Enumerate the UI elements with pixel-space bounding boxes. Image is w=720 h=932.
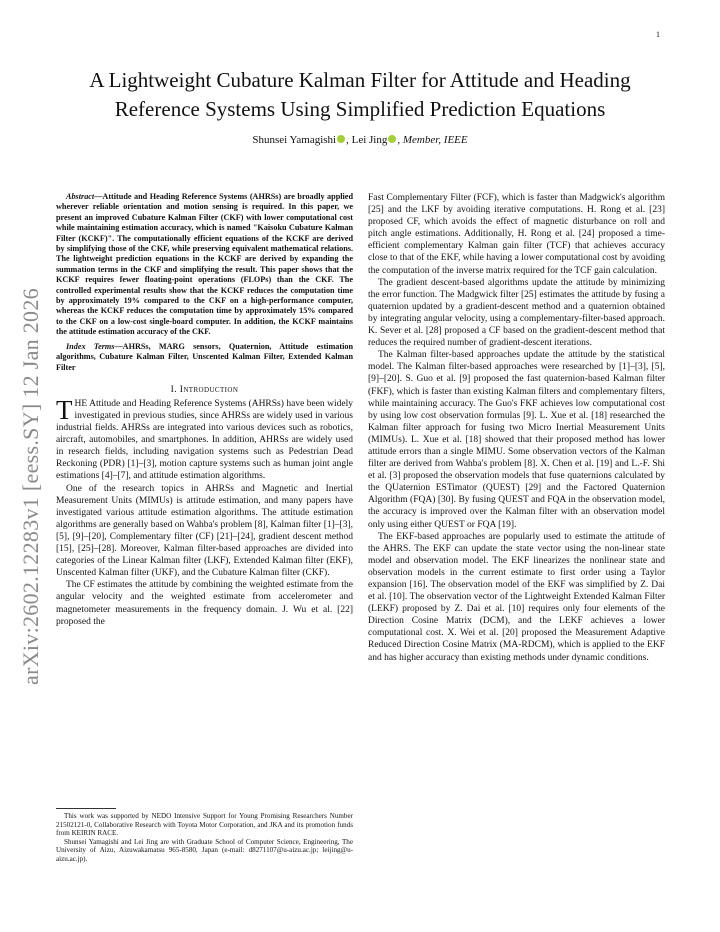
paper-title: A Lightweight Cubature Kalman Filter for Attitude and Heading Reference Systems Using Simplified Prediction Equations	[89, 68, 631, 121]
footnote-affiliation: Shunsei Yamagishi and Lei Jing are with Graduate School of Computer Science, Engineering, The University of Aizu, Aizuwakamatsu 965-8580, Japan (e-mail: d8271107@u-aizu.ac.jp; leijing@u-aizu.ac.jp).	[56, 837, 353, 863]
drop-cap: T	[56, 394, 73, 425]
body-paragraph: Fast Complementary Filter (FCF), which is faster than Madgwick's algorithm [25] and the LKF by avoiding iterative computations. H. Rong et al. [23] proposed CF, which avoids the effect of magnetic disturbance on roll and pitch angle estimations. Additionally, H. Rong et al. [24] proposed a time-efficient complementary Kalman gain filter (TCF) that achieves accuracy close to that of the EKF, while having a lower computational cost by avoiding the computation of the inverse matrix required for the TCF gain calculation.	[368, 193, 665, 276]
author-role: Member, IEEE	[402, 134, 468, 146]
page-number: 1	[656, 30, 660, 39]
orcid-icon[interactable]	[388, 135, 396, 143]
index-terms-text: —AHRSs, MARG sensors, Quaternion, Attitude estimation algorithms, Cubature Kalman Filter, Unscented Kalman Filter, Extended Kalman Filter	[56, 341, 354, 372]
body-paragraph	[56, 394, 353, 483]
index-terms-label: Index Terms	[66, 341, 115, 351]
body-paragraph: The EKF-based approaches are popularly used to estimate the attitude of the AHRS. The EKF can update the state vector using the non-linear state model and observation model. The EKF linearizes the nonlinear state and observation models in the current estimate to first order using a Taylor expansion [16]. The observation model of the EKF was simplified by Z. Dai et al. [10]. The observation vector of the Lightweight Extended Kalman Filter (LEKF) proposed by Z. Dai et al. [10] requires only four elements of the Direction Cosine Matrix (DCM), and the LEKF achieves a lower computational cost. X. Wei et al. [20] proposed the Measurement Adaptive Reduced Direction Cosine Matrix (MA-RDCM), which is applied to the EKF and has higher accuracy than existing methods under dynamic conditions.	[368, 531, 665, 663]
right-column	[368, 192, 665, 664]
abstract	[56, 192, 353, 338]
footnote-funding: This work was supported by NEDO Intensive Support for Young Promising Researchers Number 21502121-0, Collaborative Research with Toyota Motor Corporation, and JKA and its promotion funds from KEIRIN RACE.	[56, 812, 353, 838]
index-terms	[56, 342, 353, 373]
author-name: Shunsei Yamagishi	[252, 134, 337, 146]
abstract-text: —Attitude and Heading Reference Systems (AHRSs) are broadly applied wherever reliable orientation and motion sensing is required. In this paper, we present an improved Cubature Kalman Filter (CKF) with lower computational cost while maintaining estimation accuracy, which is named "Kaisoku Cubature Kalman Filter (KCKF)". The computationally efficient equations of the KCKF are derived by simplifying those of the CKF, while preserving equivalent mathematical relations. The lightweight prediction equations in the KCKF are derived by expanding the summation terms in the CKF and simplifying the result. This paper shows that the KCKF requires fewer floating-point operations (FLOPs) than the CKF. The controlled experimental results show that the KCKF reduces the computation time by approximately 19% compared to the CKF on a high-performance computer, whereas the KCKF reduces the computation time by approximately 15% compared to the CKF on a low-cost single-board computer. In addition, the KCKF maintains the attitude estimation accuracy of the CKF.	[56, 192, 353, 337]
body-paragraph: The CF estimates the attitude by combining the weighted estimate from the angular velocity and the weighted estimate from accelerometer and magnetometer measurements in the frequency domain. J. Wu et al. [22] proposed the	[56, 580, 353, 627]
body-paragraph: The gradient descent-based algorithms update the attitude by minimizing the error function. The Madgwick filter [25] estimates the attitude by fusing a quaternion updated by a gradient-descent method and a quaternion obtained by integrating angular velocity, using a complementary-filter-based approach. K. Sever et al. [28] proposed a CF based on the gradient-descent method that reduces the required number of gradient-descent iterations.	[368, 277, 665, 349]
author-separator: ,	[346, 134, 352, 146]
body-paragraph: One of the research topics in AHRSs and Magnetic and Inertial Measurement Units (MIMUs) is attitude estimation, and many papers have investigated various attitude estimation algorithms. The attitude estimation algorithms are generally based on Wahba's problem [8], Kalman filter [1]–[3], [5], [9]–[20], Complementary filter (CF) [21]–[24], gradient descent method [15], [25]–[28]. Moreover, Kalman filter-based approaches are divided into categories of the Linear Kalman filter (LKF), Extended Kalman filter (EKF), Unscented Kalman filter (UKF), and the Cubature Kalman filter (CKF).	[56, 483, 353, 579]
paragraph-text: HE Attitude and Heading Reference Systems (AHRSs) have been widely investigated in previous studies, since AHRSs are widely used in various industrial fields. AHRSs are integrated into various devices such as robotics, aircraft, automobiles, and smartphones. In addition, AHRSs are widely used in research fields, including navigation systems such as Pedestrian Dead Reckoning (PDR) [1]–[3], motion capture systems such as human joint angle estimations [4]–[7], and attitude estimation algorithms.	[56, 398, 353, 482]
author-line	[60, 134, 660, 146]
left-column	[56, 192, 353, 628]
abstract-label: Abstract	[66, 192, 95, 201]
orcid-icon[interactable]	[337, 135, 345, 143]
body-paragraph: The Kalman filter-based approaches update the attitude by the statistical model. The Kalman filter-based approaches were researched by [1]–[3], [5], [9]–[20]. S. Guo et al. [9] proposed the fast quaternion-based Kalman filter (FKF), which is faster than existing Kalman filters and complementary filters, while maintaining accuracy. The Guo's FKF achieves low computational cost by using low cost observation formulas [9]. L. Xue et al. [18] researched the Kalman filter approach for fusing two Micro Inertial Measurement Units (MIMUs). L. Xue et al. [18] showed that their proposed method has lower attitude errors than a single MIMU. Some observation vectors of the Kalman filter are derived from Wahba's problem [8]. X. Chen et al. [19] and L.-F. Shi et al. [3] proposed the observation models that fuse quaternions calculated by the QUaternion ESTimator (QUEST) [29] and the Factored Quaternion Algorithm (FQA) [30]. By fusing QUEST and FQA in the observation model, the accuracy is improved over the Kalman filter with an observation model only using either QUEST or FQA [19].	[368, 350, 665, 530]
author-name: Lei Jing	[351, 134, 388, 146]
section-heading: I. Introduction	[170, 384, 239, 395]
footnote-divider	[56, 808, 116, 809]
arxiv-identifier: arXiv:2602.12283v1 [eess.SY] 12 Jan 2026	[18, 288, 43, 685]
footnotes	[56, 812, 353, 864]
author-separator: ,	[397, 134, 403, 146]
